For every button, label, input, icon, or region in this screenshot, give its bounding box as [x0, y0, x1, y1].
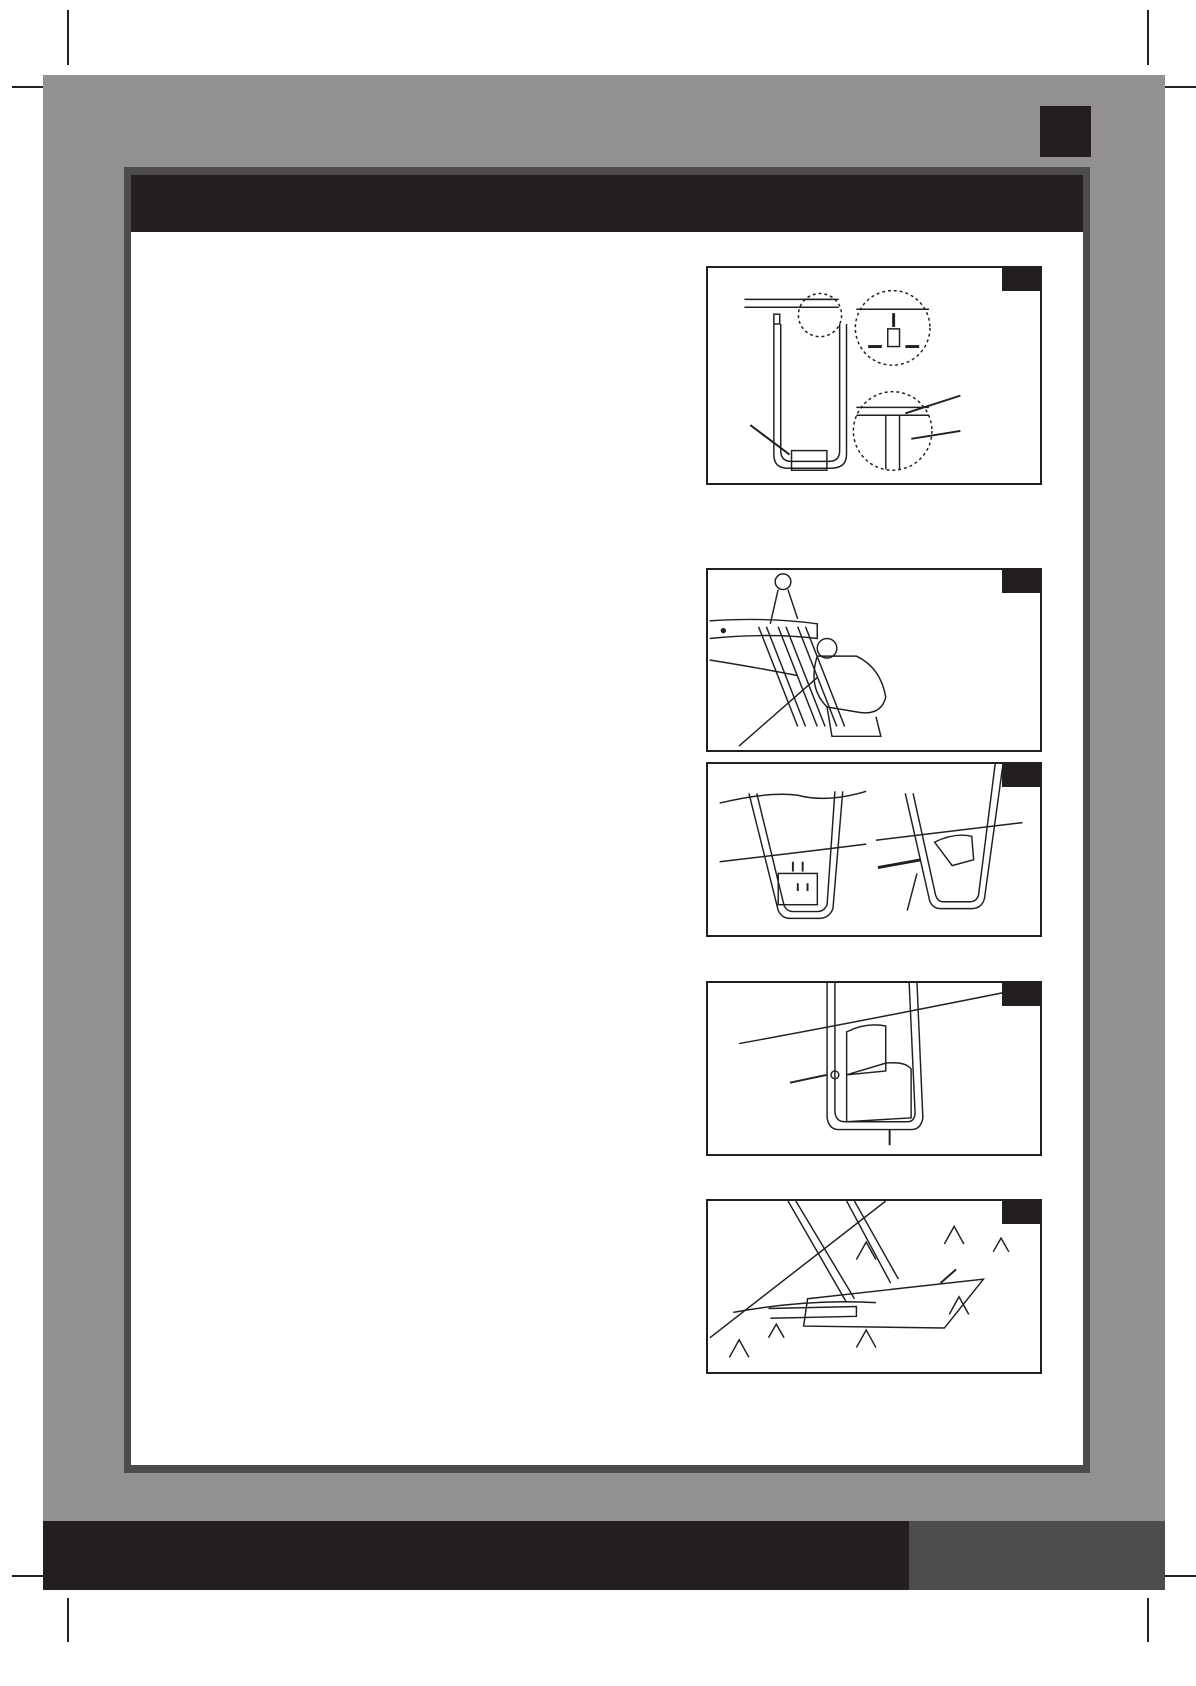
leg-base-pin-illustration — [708, 764, 1040, 935]
figure-installing-legs — [706, 568, 1042, 752]
figure-leg-joint — [706, 266, 1042, 485]
page-number-tab — [1040, 106, 1091, 157]
figure-leg-base-on-ground — [706, 1199, 1042, 1374]
figure-leg-base-locked — [706, 981, 1042, 1156]
footer-bar — [43, 1521, 909, 1590]
crop-mark-bottom-left-v — [67, 1598, 69, 1642]
leg-joint-illustration — [708, 268, 1040, 483]
leg-base-locked-illustration — [708, 983, 1040, 1154]
figure-leg-base-and-pin — [706, 762, 1042, 937]
crop-mark-top-left-v — [67, 10, 69, 65]
instruction-panel-header — [131, 175, 1083, 232]
leg-base-ground-illustration — [708, 1201, 1040, 1372]
crop-mark-top-right-v — [1147, 10, 1149, 65]
footer-tab — [909, 1521, 1165, 1590]
installing-legs-illustration — [708, 570, 1040, 750]
crop-mark-bottom-right-v — [1147, 1598, 1149, 1642]
